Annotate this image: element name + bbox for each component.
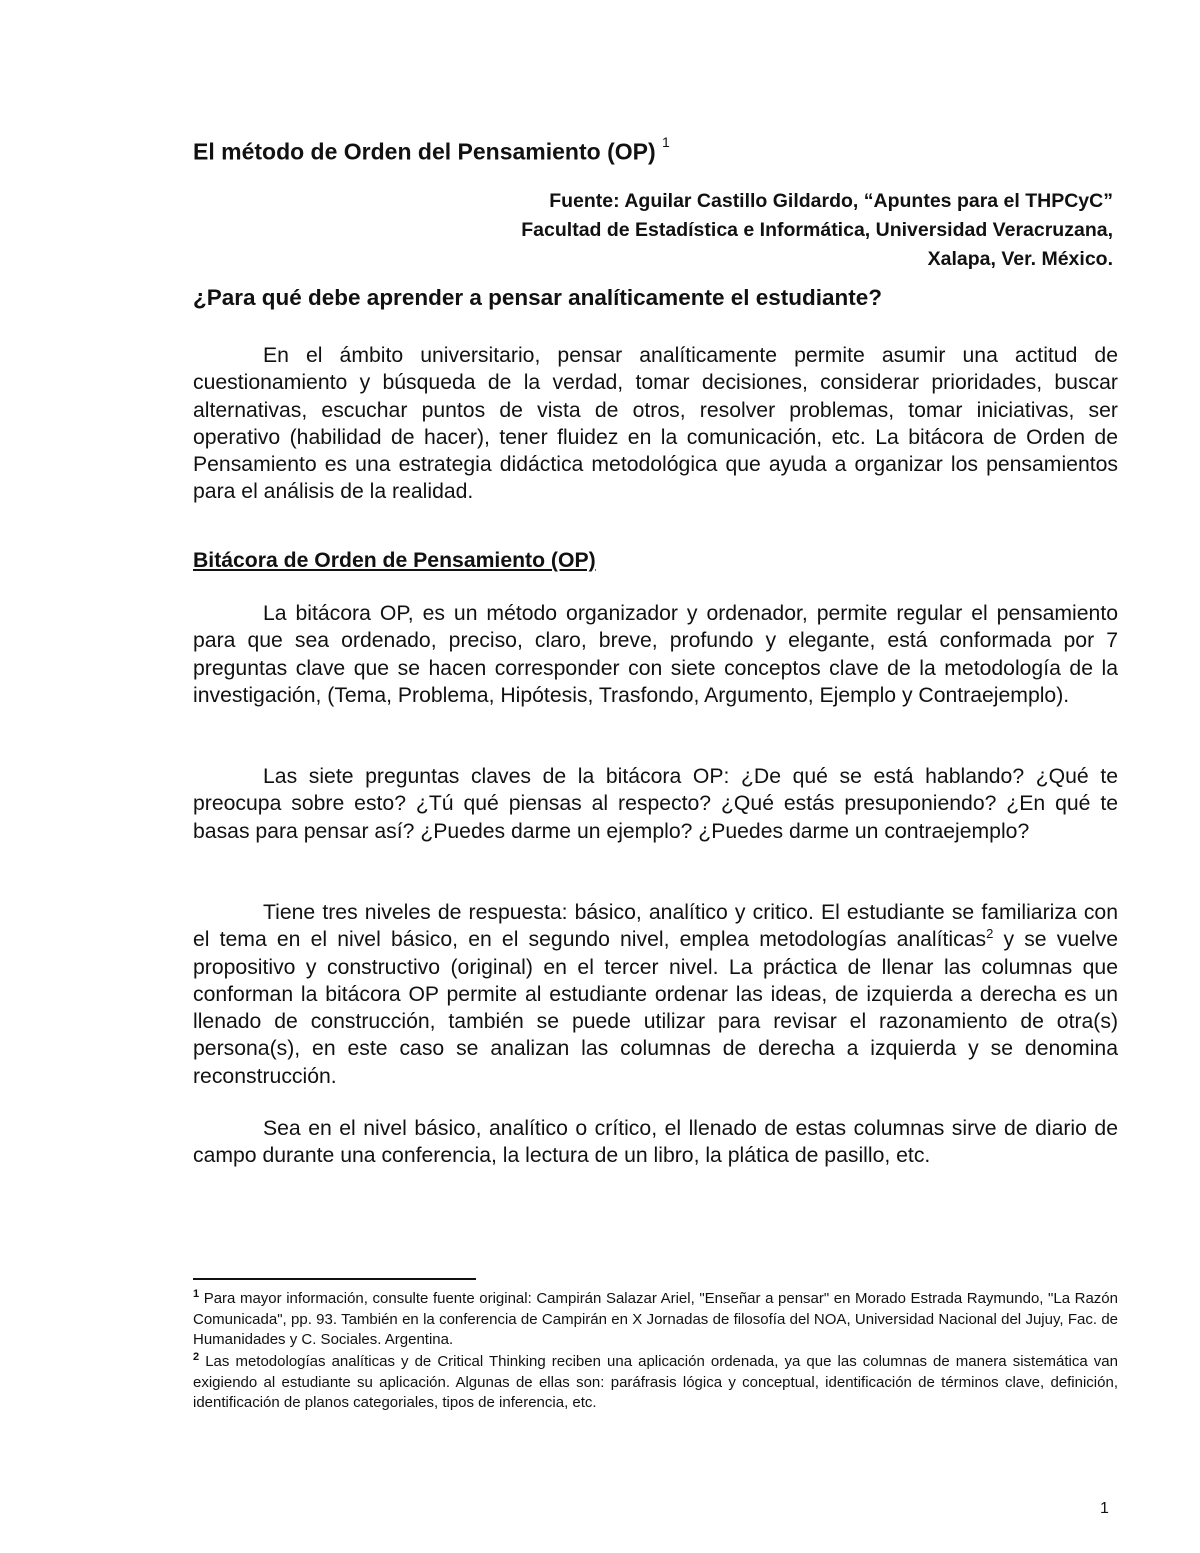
source-line: Fuente: Aguilar Castillo Gildardo, “Apuntes para el THPCyC” [549,190,1113,212]
footnote-text: Para mayor información, consulte fuente original: Campirán Salazar Ariel, "Enseñar a pensar" en Morado Estrada Raymundo, "La Razón Comunicada", pp. 93. También en la conferencia de Campirán en X Jornadas de filosofía del NOA, Universidad Nacional del Jujuy, Fac. de Humanidades y C. Sociales. Argentina. [193,1290,1118,1348]
title-footnote-ref[interactable]: 1 [662,134,670,150]
footnote-mark: 1 [193,1288,200,1300]
paragraph-questions: Las siete preguntas claves de la bitácora OP: ¿De qué se está hablando? ¿Qué te preocupa sobre esto? ¿Tú qué piensas al respecto? ¿Qué estás presuponiendo? ¿En qué te basas para pensar así? ¿Puedes darme un ejemplo? ¿Puedes darme un contraejemplo? [193,765,1118,843]
footnote-divider [193,1278,476,1280]
section-question-heading: ¿Para qué debe aprender a pensar analíticamente el estudiante? [193,285,882,310]
paragraph-field-diary: Sea en el nivel básico, analítico o crítico, el llenado de estas columnas sirve de diario de campo durante una conferencia, la lectura de un libro, la plática de pasillo, etc. [193,1117,1118,1168]
footnote-text: Las metodologías analíticas y de Critical Thinking reciben una aplicación ordenada, ya que las columnas de manera sistemática van exigiendo al estudiante su aplicación. Algunas de ellas son: paráfrasis lógica y conceptual, identificación de términos clave, definición, identificación de planos categoriales, tipos de inferencia, etc. [193,1353,1118,1411]
paragraph-intro: En el ámbito universitario, pensar analíticamente permite asumir una actitud de cuestionamiento y búsqueda de la verdad, tomar decisiones, considerar prioridades, buscar alternativas, escuchar puntos de vista de otros, resolver problemas, tomar iniciativas, ser operativo (habilidad de hacer), tener fluidez en la comunicación, etc. La bitácora de Orden de Pensamiento es una estrategia didáctica metodológica que ayuda a organizar los pensamientos para el análisis de la realidad. [193,344,1118,504]
source-line: Xalapa, Ver. México. [927,248,1113,270]
paragraph-levels-part-a: Tiene tres niveles de respuesta: básico, analítico y critico. El estudiante se familiariza con el tema en el nivel básico, en el segundo nivel, emplea metodologías analíticas [193,901,1118,952]
footnote-1 [193,1289,1118,1351]
title-text: El método de Orden del Pensamiento (OP) [193,138,656,165]
source-block [400,187,1113,274]
page-number: 1 [1100,1500,1109,1517]
source-line: Facultad de Estadística e Informática, Universidad Veracruzana, [521,219,1113,241]
paragraph-levels [193,899,1118,1090]
section-subheading: Bitácora de Orden de Pensamiento (OP) [193,549,596,572]
paragraph-method: La bitácora OP, es un método organizador y ordenador, permite regular el pensamiento para que sea ordenado, preciso, claro, breve, profundo y elegante, está conformada por 7 preguntas clave que se hacen corresponder con siete conceptos clave de la metodología de la investigación, (Tema, Problema, Hipótesis, Trasfondo, Argumento, Ejemplo y Contraejemplo). [193,602,1118,707]
paragraph-levels-part-b: y se vuelve propositivo y constructivo (original) en el tercer nivel. La práctica de llenar las columnas que conforman la bitácora OP permite al estudiante ordenar las ideas, de izquierda a derecha es un llenado de construcción, también se puede utilizar para revisar el razonamiento de otra(s) persona(s), en este caso se analizan las columnas de derecha a izquierda y se denomina reconstrucción. [193,928,1118,1088]
footnote-2 [193,1352,1118,1414]
footnote-mark: 2 [193,1351,200,1363]
document-title [193,134,670,166]
footnote-ref-2[interactable]: 2 [986,926,994,942]
